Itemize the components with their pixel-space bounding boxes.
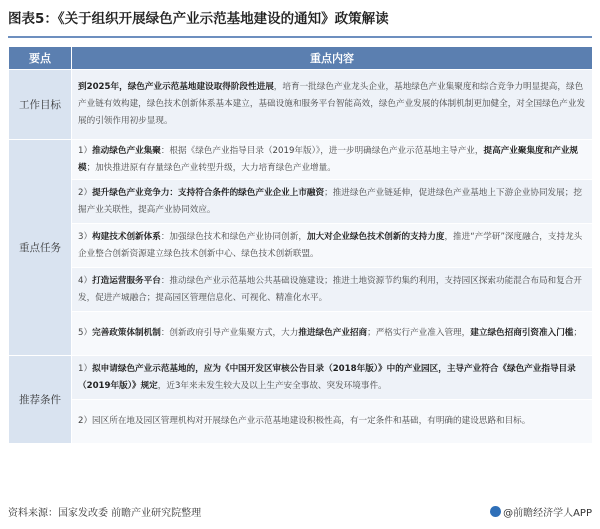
- source-note: 资料来源：国家发改委 前瞻产业研究院整理: [8, 508, 202, 519]
- row-content-goal: [72, 70, 593, 140]
- text-run: ；严格实行产业准入管理，: [367, 328, 471, 338]
- table-header-row: [9, 47, 593, 70]
- bold-text-run: 打造运营服务平台: [92, 275, 161, 286]
- row-content-task: [72, 180, 593, 224]
- footer: [8, 505, 592, 523]
- bold-text-run: 完善政策体制机制: [92, 328, 161, 338]
- row-content-task: [72, 268, 593, 312]
- paragraph: [78, 143, 586, 177]
- title-divider: [8, 36, 592, 38]
- text-run: ；推进绿色产业链延伸，促进绿色产业基地上下游企业协同发展；挖掘产业关联性，提高产业协同效应。: [78, 187, 582, 215]
- bold-text-run: 建立绿色招商引资准入门槛: [470, 328, 574, 338]
- text-run: ：加强绿色技术和绿色产业协同创新，: [160, 231, 307, 242]
- row-content-task: [72, 224, 593, 268]
- row-content-condition: [72, 400, 593, 444]
- bold-text-run: 加大对企业绿色技术创新的支持力度: [306, 231, 445, 242]
- paragraph: [78, 229, 586, 263]
- row-label-tasks: 重点任务: [9, 140, 72, 356]
- row-content-task: [72, 140, 593, 180]
- paragraph: [78, 361, 586, 395]
- text-run: 2）园区所在地及园区管理机构对开展绿色产业示范基地建设积极性高，有一定条件和基础，有明确的建设思路和目标。: [78, 416, 531, 426]
- paragraph: [78, 185, 586, 219]
- chart-title: 图表5：《关于组织开展绿色产业示范基地建设的通知》政策解读: [8, 11, 389, 27]
- bold-text-run: 构建技术创新体系: [92, 231, 161, 242]
- bold-text-run: 推进绿色产业招商: [298, 328, 368, 338]
- table-row-tasks: [9, 268, 593, 312]
- paragraph: [78, 273, 586, 307]
- bold-text-run: 提升绿色产业竞争力：支持符合条件的绿色产业企业上市融资: [92, 187, 325, 198]
- text-run: 1）: [78, 363, 93, 374]
- text-run: ，近3年来未发生较大及以上生产安全事故、突发环境事件。: [157, 380, 387, 391]
- table-row-tasks: [9, 180, 593, 224]
- bold-text-run: 推动绿色产业集聚: [92, 145, 161, 156]
- text-run: 2）: [78, 187, 93, 198]
- text-run: 5）: [78, 328, 93, 338]
- text-run: ：创新政府引导产业集聚方式，大力: [160, 328, 299, 338]
- row-label-conditions: 推荐条件: [9, 356, 72, 444]
- table-row-conditions: [9, 400, 593, 444]
- table-row-tasks: [9, 140, 593, 180]
- table-row-conditions: [9, 356, 593, 400]
- header-key-points: 要点: [9, 47, 72, 70]
- bold-text-run: 提高产业聚集度和产业规模: [78, 145, 579, 173]
- row-content-condition: [72, 356, 593, 400]
- text-run: ：推动绿色产业示范基地公共基础设施建设；推进土地资源节约集约利用，支持园区探索功能混合布局和复合开发，促进产城融合；提高园区管理信息化、可视化、精准化水平。: [78, 275, 582, 303]
- policy-table: [8, 46, 593, 444]
- table-row-goal: [9, 70, 593, 140]
- brand-credit: [490, 505, 592, 523]
- row-label-goal: 工作目标: [9, 70, 72, 140]
- text-run: ：根据《绿色产业指导目录（2019年版）》，进一步明确绿色产业示范基地主导产业，: [160, 145, 484, 156]
- paragraph: [78, 325, 586, 342]
- row-content-task: [72, 312, 593, 356]
- text-run: 4）: [78, 275, 93, 286]
- table-row-tasks: [9, 312, 593, 356]
- text-run: ，培育一批绿色产业龙头企业，基地绿色产业集聚度和综合竞争力明显提高，绿色产业链有效构建，绿色技术创新体系基本建立，基础设施和服务平台智能高效，绿色产业发展的体制机制更加健全，对全国绿色产业发展的引领作用初步显现。: [78, 82, 586, 126]
- text-run: 3）: [78, 231, 93, 242]
- text-run: ；加快推进原有存量绿色产业转型升级，大力培育绿色产业增量。: [86, 162, 336, 173]
- brand-logo-icon: [490, 506, 501, 517]
- paragraph: [78, 79, 586, 130]
- paragraph: [78, 413, 586, 430]
- header-key-content: 重点内容: [72, 47, 593, 70]
- text-run: ；: [573, 328, 582, 338]
- text-run: 1）: [78, 145, 93, 156]
- bold-text-run: 到2025年，绿色产业示范基地建设取得阶段性进展: [78, 82, 274, 92]
- bold-text-run: 拟申请绿色产业示范基地的，应为《中国开发区审核公告目录（2018年版）》中的产业园区，主导产业符合《绿色产业指导目录（2019年版）》规定: [78, 363, 576, 391]
- text-run: ，推进“产学研”深度融合，支持龙头企业整合创新资源建立绿色技术创新中心、绿色技术创新联盟。: [78, 231, 583, 259]
- brand-label: @前瞻经济学人APP: [503, 508, 592, 519]
- table-row-tasks: [9, 224, 593, 268]
